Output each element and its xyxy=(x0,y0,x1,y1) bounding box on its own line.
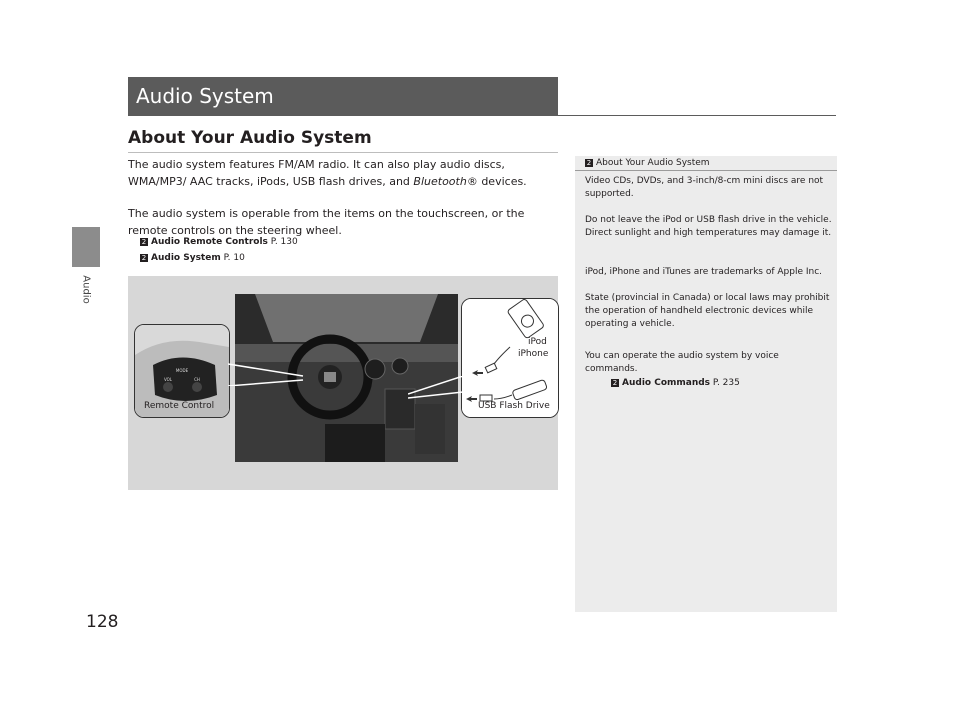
xref-audio-system[interactable]: 2 Audio System P. 10 xyxy=(141,253,245,263)
title-rule xyxy=(128,115,836,116)
ch-button-label: CH xyxy=(194,377,200,382)
chapter-tab xyxy=(72,227,100,267)
note-paragraph: iPod, iPhone and iTunes are trademarks of Apple Inc. xyxy=(585,267,823,277)
xref-arrow-icon: 2 xyxy=(141,254,147,262)
intro-paragraph: The audio system features FM/AM radio. It can also play audio discs, WMA/MP3/ AAC tracks, iPods, USB flash drives, and Bluetooth® devices. xyxy=(128,158,527,188)
section-rule xyxy=(128,152,558,153)
xref-arrow-icon: 2 xyxy=(612,379,618,387)
note-paragraph: Video CDs, DVDs, and 3-inch/8-cm mini discs are not supported. xyxy=(585,176,824,199)
section-heading: About Your Audio System xyxy=(128,128,372,148)
xref-arrow-icon: 2 xyxy=(141,238,147,246)
audio-system-figure xyxy=(128,276,558,490)
note-panel xyxy=(575,156,837,612)
note-paragraph: You can operate the audio system by voice commands. xyxy=(585,351,779,374)
note-heading: 2 About Your Audio System xyxy=(586,158,710,168)
usb-flash-drive-label: USB Flash Drive xyxy=(478,401,550,411)
xref-audio-commands[interactable]: 2 Audio Commands P. 235 xyxy=(612,378,740,388)
leader-lines-right xyxy=(408,376,468,416)
iphone-label: iPhone xyxy=(518,349,549,359)
leader-lines-left xyxy=(228,346,308,386)
operation-paragraph: The audio system is operable from the items on the touchscreen, or the remote controls on the steering wheel. xyxy=(128,207,525,237)
page-number: 128 xyxy=(86,612,119,632)
note-paragraph: Do not leave the iPod or USB flash drive in the vehicle. Direct sunlight and high temperatures may damage it. xyxy=(585,215,832,238)
note-paragraph: State (provincial in Canada) or local laws may prohibit the operation of handheld electronic devices while operating a vehicle. xyxy=(585,293,830,329)
ipod-label: iPod xyxy=(528,337,547,347)
note-marker-icon: 2 xyxy=(586,159,592,167)
chapter-title: Audio System xyxy=(136,84,274,108)
note-rule xyxy=(575,170,837,171)
xref-audio-remote-controls[interactable]: 2 Audio Remote Controls P. 130 xyxy=(141,237,298,247)
mode-button-label: MODE xyxy=(175,368,189,373)
chapter-title-bar xyxy=(128,77,558,115)
chapter-tab-label: Audio xyxy=(80,275,92,304)
remote-control-label: Remote Control xyxy=(144,401,215,411)
vol-button-label: VOL xyxy=(163,377,173,382)
